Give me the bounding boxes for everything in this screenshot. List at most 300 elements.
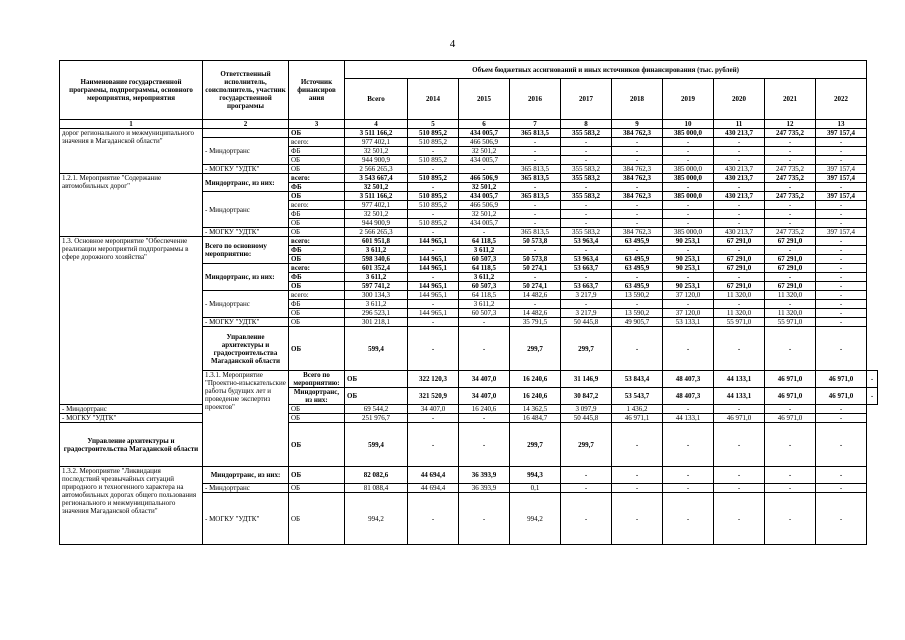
- year-value-cell: 90 253,1: [663, 264, 714, 273]
- responsible-cell: - МОГКУ "УДТК": [203, 493, 289, 545]
- year-value-cell: -: [816, 138, 867, 147]
- year-value-cell: 50 274,1: [510, 282, 561, 291]
- year-value-cell: 144 965,1: [408, 255, 459, 264]
- source-cell: ОБ: [345, 388, 408, 405]
- year-value-cell: 37 120,0: [663, 291, 714, 300]
- year-value-cell: 46 971,1: [612, 414, 663, 423]
- year-value-cell: 397 157,4: [816, 129, 867, 138]
- header-year: 2019: [663, 79, 714, 120]
- year-value-cell: 53 843,4: [612, 371, 663, 388]
- year-value-cell: -: [663, 156, 714, 165]
- year-value-cell: 355 583,2: [561, 174, 612, 183]
- year-value-cell: -: [408, 273, 459, 282]
- activity-name-cell: 1.3. Основное мероприятие "Обеспечение реализации мероприятий подпрограммы в сфере дорожного хозяйства": [60, 237, 203, 405]
- year-value-cell: -: [867, 388, 878, 405]
- year-value-cell: -: [816, 246, 867, 255]
- year-value-cell: 44 133,1: [714, 371, 765, 388]
- year-value-cell: 67 291,0: [714, 237, 765, 246]
- year-value-cell: 385 000,0: [663, 165, 714, 174]
- year-value-cell: 90 253,1: [663, 237, 714, 246]
- col-number: 6: [459, 120, 510, 129]
- total-value-cell: 3 511 166,2: [345, 129, 408, 138]
- year-value-cell: 430 213,7: [714, 192, 765, 201]
- source-cell: ОБ: [289, 165, 345, 174]
- total-value-cell: 601 352,4: [345, 264, 408, 273]
- source-cell: ОБ: [289, 255, 345, 264]
- year-value-cell: 64 118,5: [459, 237, 510, 246]
- col-number: 10: [663, 120, 714, 129]
- source-cell: ОБ: [289, 467, 345, 484]
- year-value-cell: 44 133,1: [663, 414, 714, 423]
- responsible-cell: - Миндортранс: [203, 484, 289, 493]
- table-row: [60, 414, 878, 423]
- year-value-cell: -: [816, 300, 867, 309]
- year-value-cell: -: [408, 210, 459, 219]
- year-value-cell: 46 971,0: [816, 388, 867, 405]
- year-value-cell: -: [663, 273, 714, 282]
- year-value-cell: 67 291,0: [765, 255, 816, 264]
- year-value-cell: -: [561, 201, 612, 210]
- year-value-cell: -: [663, 138, 714, 147]
- responsible-cell: Миндортранс, из них:: [203, 467, 289, 484]
- header-name: Наименование государственной программы, подпрограммы, основного мероприятия, мероприятия: [60, 61, 203, 120]
- year-value-cell: -: [561, 183, 612, 192]
- year-value-cell: 55 971,0: [714, 318, 765, 327]
- year-value-cell: -: [561, 493, 612, 545]
- year-value-cell: -: [459, 414, 510, 423]
- year-value-cell: 60 507,3: [459, 309, 510, 318]
- year-value-cell: 46 971,0: [765, 388, 816, 405]
- year-value-cell: -: [663, 467, 714, 484]
- year-value-cell: 11 320,0: [765, 309, 816, 318]
- header-year: 2018: [612, 79, 663, 120]
- year-value-cell: 365 813,5: [510, 228, 561, 237]
- col-number: 8: [561, 120, 612, 129]
- year-value-cell: 67 291,0: [714, 264, 765, 273]
- year-value-cell: 0,1: [510, 484, 561, 493]
- header-year: 2017: [561, 79, 612, 120]
- responsible-cell: - МОГКУ "УДТК": [203, 165, 289, 174]
- year-value-cell: -: [816, 156, 867, 165]
- total-value-cell: 3 543 667,4: [345, 174, 408, 183]
- year-value-cell: 3 611,2: [459, 273, 510, 282]
- year-value-cell: -: [612, 201, 663, 210]
- header-year: 2015: [459, 79, 510, 120]
- year-value-cell: -: [408, 300, 459, 309]
- year-value-cell: 397 157,4: [816, 174, 867, 183]
- total-value-cell: 977 402,1: [345, 201, 408, 210]
- year-value-cell: -: [561, 273, 612, 282]
- year-value-cell: 49 905,7: [612, 318, 663, 327]
- year-value-cell: -: [816, 255, 867, 264]
- total-value-cell: 944 900,9: [345, 219, 408, 228]
- page-number: 4: [449, 38, 456, 50]
- year-value-cell: -: [612, 493, 663, 545]
- year-value-cell: -: [714, 423, 765, 467]
- header-year: 2022: [816, 79, 867, 120]
- source-cell: ОБ: [289, 405, 345, 414]
- year-value-cell: 46 971,0: [714, 414, 765, 423]
- col-number: 9: [612, 120, 663, 129]
- table-row: [60, 129, 878, 138]
- source-cell: всего:: [289, 138, 345, 147]
- year-value-cell: -: [765, 467, 816, 484]
- year-value-cell: -: [663, 201, 714, 210]
- year-value-cell: -: [408, 246, 459, 255]
- year-value-cell: -: [561, 147, 612, 156]
- year-value-cell: 384 762,3: [612, 129, 663, 138]
- year-value-cell: 60 507,3: [459, 282, 510, 291]
- col-number: 12: [765, 120, 816, 129]
- year-value-cell: -: [816, 201, 867, 210]
- year-value-cell: 466 506,9: [459, 174, 510, 183]
- year-value-cell: -: [765, 273, 816, 282]
- year-value-cell: 53 963,4: [561, 237, 612, 246]
- year-value-cell: -: [408, 318, 459, 327]
- year-value-cell: -: [510, 156, 561, 165]
- total-value-cell: 599,4: [345, 423, 408, 467]
- total-value-cell: 32 501,2: [345, 183, 408, 192]
- year-value-cell: 48 407,3: [663, 388, 714, 405]
- total-value-cell: 977 402,1: [345, 138, 408, 147]
- header-responsible: Ответственный исполнитель, соисполнитель, участник государственной программы: [203, 61, 289, 120]
- year-value-cell: 53 133,1: [663, 318, 714, 327]
- year-value-cell: -: [714, 183, 765, 192]
- table-row: [60, 467, 878, 484]
- year-value-cell: 144 965,1: [408, 264, 459, 273]
- year-value-cell: 50 445,8: [561, 318, 612, 327]
- year-value-cell: -: [816, 147, 867, 156]
- year-value-cell: -: [714, 156, 765, 165]
- year-value-cell: -: [612, 423, 663, 467]
- year-value-cell: -: [765, 405, 816, 414]
- year-value-cell: 63 495,9: [612, 237, 663, 246]
- year-value-cell: 63 495,9: [612, 255, 663, 264]
- responsible-cell: - МОГКУ "УДТК": [203, 318, 289, 327]
- year-value-cell: -: [816, 423, 867, 467]
- source-cell: ОБ: [289, 228, 345, 237]
- table-row: [60, 174, 878, 183]
- year-value-cell: -: [510, 219, 561, 228]
- year-value-cell: -: [714, 327, 765, 371]
- year-value-cell: -: [408, 183, 459, 192]
- year-value-cell: 1 436,2: [612, 405, 663, 414]
- year-value-cell: -: [561, 484, 612, 493]
- year-value-cell: 14 482,6: [510, 309, 561, 318]
- year-value-cell: -: [510, 138, 561, 147]
- year-value-cell: 510 895,2: [408, 192, 459, 201]
- table-row: [60, 423, 878, 467]
- year-value-cell: 144 965,1: [408, 309, 459, 318]
- source-cell: всего:: [289, 174, 345, 183]
- year-value-cell: 466 506,9: [459, 201, 510, 210]
- year-value-cell: -: [714, 138, 765, 147]
- responsible-cell: - МОГКУ "УДТК": [60, 414, 203, 423]
- year-value-cell: -: [816, 467, 867, 484]
- year-value-cell: 67 291,0: [714, 255, 765, 264]
- year-value-cell: -: [816, 183, 867, 192]
- year-value-cell: 430 213,7: [714, 174, 765, 183]
- year-value-cell: 3 611,2: [459, 246, 510, 255]
- year-value-cell: 13 590,2: [612, 309, 663, 318]
- year-value-cell: -: [765, 423, 816, 467]
- year-value-cell: 466 506,9: [459, 138, 510, 147]
- total-value-cell: 2 566 265,3: [345, 165, 408, 174]
- responsible-cell: Миндортранс, из них:: [289, 388, 345, 405]
- year-value-cell: -: [765, 493, 816, 545]
- year-value-cell: -: [408, 165, 459, 174]
- year-value-cell: 16 240,6: [510, 388, 561, 405]
- year-value-cell: -: [816, 327, 867, 371]
- year-value-cell: -: [765, 300, 816, 309]
- year-value-cell: 299,7: [510, 423, 561, 467]
- budget-table: [59, 60, 878, 545]
- table-row: [60, 405, 878, 414]
- year-value-cell: -: [714, 147, 765, 156]
- year-value-cell: 36 393,9: [459, 484, 510, 493]
- year-value-cell: -: [459, 493, 510, 545]
- year-value-cell: -: [816, 282, 867, 291]
- year-value-cell: -: [663, 423, 714, 467]
- year-value-cell: -: [714, 467, 765, 484]
- year-value-cell: 53 663,7: [561, 264, 612, 273]
- total-value-cell: 601 951,8: [345, 237, 408, 246]
- source-cell: ОБ: [289, 493, 345, 545]
- year-value-cell: 3 217,9: [561, 291, 612, 300]
- responsible-cell: - Миндортранс: [203, 291, 289, 318]
- year-value-cell: 510 895,2: [408, 129, 459, 138]
- year-value-cell: -: [765, 156, 816, 165]
- source-cell: ОБ: [289, 309, 345, 318]
- year-value-cell: 430 213,7: [714, 165, 765, 174]
- year-value-cell: -: [765, 201, 816, 210]
- year-value-cell: -: [816, 273, 867, 282]
- responsible-cell: Управление архитектуры и градостроительства Магаданской области: [60, 423, 203, 467]
- year-value-cell: 3 097,9: [561, 405, 612, 414]
- source-cell: ОБ: [289, 156, 345, 165]
- year-value-cell: -: [612, 210, 663, 219]
- total-value-cell: 300 134,3: [345, 291, 408, 300]
- year-value-cell: -: [612, 467, 663, 484]
- year-value-cell: -: [765, 183, 816, 192]
- year-value-cell: -: [663, 484, 714, 493]
- col-number: 7: [510, 120, 561, 129]
- year-value-cell: -: [765, 219, 816, 228]
- source-cell: ФБ: [289, 273, 345, 282]
- source-cell: ОБ: [289, 423, 345, 467]
- activity-name-cell: дорог регионального и межмуниципального значения в Магаданской области": [60, 129, 203, 174]
- source-cell: ФБ: [289, 246, 345, 255]
- year-value-cell: -: [816, 291, 867, 300]
- year-value-cell: 247 735,2: [765, 192, 816, 201]
- year-value-cell: 510 895,2: [408, 174, 459, 183]
- year-value-cell: -: [816, 484, 867, 493]
- year-value-cell: -: [561, 246, 612, 255]
- total-value-cell: 599,4: [345, 327, 408, 371]
- total-value-cell: 3 611,2: [345, 273, 408, 282]
- year-value-cell: 365 813,5: [510, 174, 561, 183]
- year-value-cell: -: [612, 300, 663, 309]
- year-value-cell: -: [714, 405, 765, 414]
- year-value-cell: -: [459, 228, 510, 237]
- source-cell: всего:: [289, 237, 345, 246]
- year-value-cell: 35 791,5: [510, 318, 561, 327]
- year-value-cell: 44 694,4: [408, 484, 459, 493]
- activity-name-cell: 1.3.1. Мероприятие "Проектно-изыскательские работы будущих лет и проведение экспертиз проектов": [203, 371, 289, 467]
- year-value-cell: -: [612, 219, 663, 228]
- header-year: 2021: [765, 79, 816, 120]
- responsible-cell: - Миндортранс: [60, 405, 203, 414]
- year-value-cell: 46 971,0: [765, 414, 816, 423]
- responsible-cell: [203, 129, 289, 138]
- source-cell: ОБ: [289, 414, 345, 423]
- year-value-cell: 384 762,3: [612, 165, 663, 174]
- year-value-cell: 63 495,9: [612, 264, 663, 273]
- header-volume: Объем бюджетных ассигнований и иных источников финансирования (тыс. рублей): [345, 61, 867, 79]
- total-value-cell: 3 611,2: [345, 300, 408, 309]
- year-value-cell: -: [714, 273, 765, 282]
- total-value-cell: 251 976,7: [345, 414, 408, 423]
- year-value-cell: -: [663, 300, 714, 309]
- year-value-cell: 365 813,5: [510, 192, 561, 201]
- year-value-cell: 34 407,0: [408, 405, 459, 414]
- year-value-cell: -: [408, 423, 459, 467]
- year-value-cell: 53 543,7: [612, 388, 663, 405]
- year-value-cell: 50 274,1: [510, 264, 561, 273]
- year-value-cell: 434 005,7: [459, 129, 510, 138]
- year-value-cell: 299,7: [561, 423, 612, 467]
- year-value-cell: 144 965,1: [408, 237, 459, 246]
- year-value-cell: 46 971,0: [816, 371, 867, 388]
- year-value-cell: 11 320,0: [714, 309, 765, 318]
- year-value-cell: -: [816, 414, 867, 423]
- year-value-cell: 67 291,0: [765, 237, 816, 246]
- year-value-cell: -: [765, 210, 816, 219]
- year-value-cell: -: [663, 493, 714, 545]
- year-value-cell: -: [459, 165, 510, 174]
- year-value-cell: 36 393,9: [459, 467, 510, 484]
- col-number: 13: [816, 120, 867, 129]
- activity-name-cell: 1.3.2. Мероприятие "Ликвидация последствий чрезвычайных ситуаций природного и техногенного характера на автомобильных дорогах общего пользования регионального и межмуниципального значения Магаданской области": [60, 467, 203, 545]
- col-number: 2: [203, 120, 289, 129]
- year-value-cell: -: [459, 318, 510, 327]
- year-value-cell: -: [612, 183, 663, 192]
- year-value-cell: -: [612, 273, 663, 282]
- responsible-cell: Управление архитектуры и градостроительства Магаданской области: [203, 327, 289, 371]
- total-value-cell: 69 544,2: [345, 405, 408, 414]
- col-number: 5: [408, 120, 459, 129]
- year-value-cell: 53 963,4: [561, 255, 612, 264]
- total-value-cell: 3 511 166,2: [345, 192, 408, 201]
- year-value-cell: 32 501,2: [459, 183, 510, 192]
- year-value-cell: -: [765, 327, 816, 371]
- year-value-cell: 510 895,2: [408, 201, 459, 210]
- year-value-cell: -: [408, 327, 459, 371]
- year-value-cell: -: [510, 183, 561, 192]
- year-value-cell: 67 291,0: [765, 282, 816, 291]
- year-value-cell: 64 118,5: [459, 264, 510, 273]
- year-value-cell: 144 965,1: [408, 291, 459, 300]
- year-value-cell: -: [663, 327, 714, 371]
- year-value-cell: 434 005,7: [459, 192, 510, 201]
- year-value-cell: 48 407,3: [663, 371, 714, 388]
- year-value-cell: -: [714, 210, 765, 219]
- year-value-cell: 50 573,8: [510, 237, 561, 246]
- year-value-cell: 434 005,7: [459, 219, 510, 228]
- year-value-cell: 994,3: [510, 467, 561, 484]
- year-value-cell: -: [663, 210, 714, 219]
- year-value-cell: 365 813,5: [510, 165, 561, 174]
- year-value-cell: -: [510, 273, 561, 282]
- year-value-cell: 67 291,0: [765, 264, 816, 273]
- year-value-cell: 384 762,3: [612, 228, 663, 237]
- year-value-cell: 994,2: [510, 493, 561, 545]
- year-value-cell: -: [510, 147, 561, 156]
- source-cell: ОБ: [289, 318, 345, 327]
- year-value-cell: -: [714, 300, 765, 309]
- year-value-cell: 11 320,0: [765, 291, 816, 300]
- year-value-cell: 434 005,7: [459, 156, 510, 165]
- year-value-cell: -: [612, 327, 663, 371]
- source-cell: ОБ: [289, 129, 345, 138]
- year-value-cell: 90 253,1: [663, 255, 714, 264]
- year-value-cell: 14 362,5: [510, 405, 561, 414]
- total-value-cell: 32 501,2: [345, 147, 408, 156]
- col-number: 1: [60, 120, 203, 129]
- source-cell: ОБ: [289, 327, 345, 371]
- year-value-cell: -: [561, 300, 612, 309]
- year-value-cell: 60 507,3: [459, 255, 510, 264]
- year-value-cell: 46 971,0: [765, 371, 816, 388]
- responsible-cell: - Миндортранс: [203, 138, 289, 165]
- year-value-cell: -: [663, 246, 714, 255]
- year-value-cell: -: [816, 405, 867, 414]
- year-value-cell: -: [612, 156, 663, 165]
- year-value-cell: -: [408, 228, 459, 237]
- responsible-cell: Миндортранс, из них:: [203, 174, 289, 192]
- year-value-cell: 16 484,7: [510, 414, 561, 423]
- source-cell: ОБ: [289, 192, 345, 201]
- col-number: 11: [714, 120, 765, 129]
- year-value-cell: -: [663, 183, 714, 192]
- source-cell: ОБ: [289, 484, 345, 493]
- year-value-cell: 397 157,4: [816, 165, 867, 174]
- year-value-cell: 50 573,8: [510, 255, 561, 264]
- year-value-cell: 355 583,2: [561, 165, 612, 174]
- year-value-cell: -: [459, 327, 510, 371]
- year-value-cell: 247 735,2: [765, 129, 816, 138]
- column-numbers-row: [60, 120, 878, 129]
- year-value-cell: -: [408, 493, 459, 545]
- year-value-cell: 510 895,2: [408, 219, 459, 228]
- year-value-cell: -: [816, 237, 867, 246]
- year-value-cell: 247 735,2: [765, 228, 816, 237]
- year-value-cell: 13 590,2: [612, 291, 663, 300]
- col-number: 4: [345, 120, 408, 129]
- header-source: Источник финансиров ания: [289, 61, 345, 120]
- total-value-cell: 296 523,1: [345, 309, 408, 318]
- year-value-cell: 355 583,2: [561, 228, 612, 237]
- year-value-cell: 3 217,9: [561, 309, 612, 318]
- year-value-cell: 34 407,0: [459, 388, 510, 405]
- year-value-cell: 247 735,2: [765, 174, 816, 183]
- col-number: 3: [289, 120, 345, 129]
- year-value-cell: 355 583,2: [561, 129, 612, 138]
- year-value-cell: 299,7: [561, 327, 612, 371]
- year-value-cell: -: [561, 156, 612, 165]
- responsible-cell: - Миндортранс: [203, 192, 289, 228]
- source-cell: ФБ: [289, 210, 345, 219]
